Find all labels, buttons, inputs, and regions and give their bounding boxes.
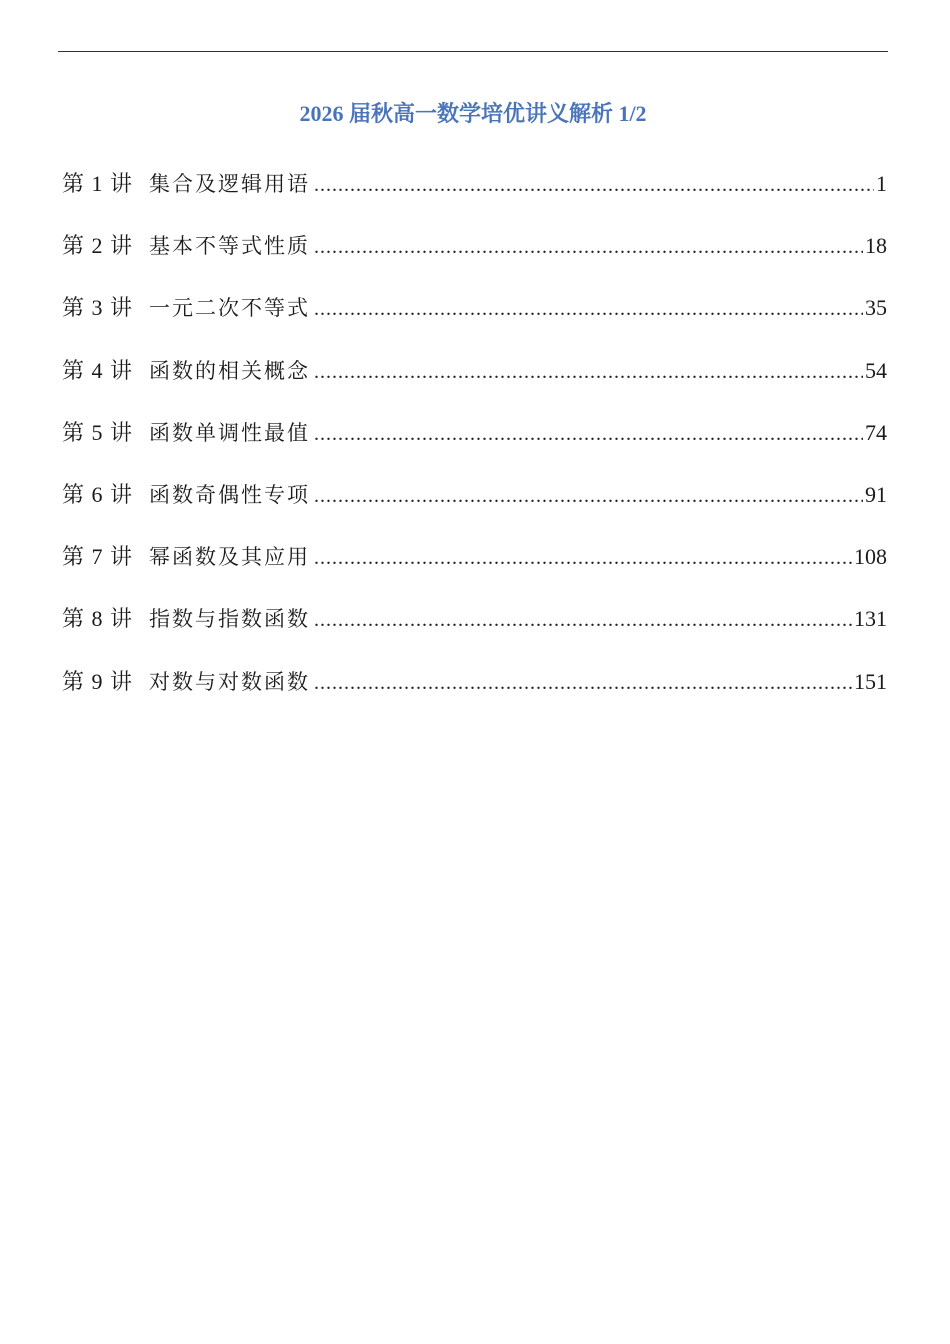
toc-entry-topic: 函数奇偶性专项 (149, 482, 311, 507)
toc-entry-topic: 一元二次不等式 (149, 296, 311, 321)
toc-entry-3[interactable] (62, 292, 887, 354)
toc-entry-page: 108 (854, 544, 887, 570)
toc-entry-number: 第 4 讲 (62, 357, 134, 383)
toc-entry-number: 第 7 讲 (62, 544, 134, 570)
toc-dot-leader (314, 356, 863, 388)
toc-entry-8[interactable] (62, 603, 887, 665)
toc-dot-leader (314, 418, 863, 450)
toc-entry-2[interactable] (62, 230, 887, 292)
toc-entry-number: 第 3 讲 (62, 295, 134, 321)
toc-dot-leader (314, 604, 852, 636)
table-of-contents (62, 168, 887, 728)
toc-dot-leader (314, 667, 852, 699)
toc-entry-topic: 对数与对数函数 (149, 669, 311, 694)
toc-dot-leader (314, 293, 863, 325)
toc-entry-9[interactable] (62, 666, 887, 728)
toc-entry-5[interactable] (62, 417, 887, 479)
toc-dot-leader (314, 542, 852, 574)
toc-entry-number: 第 2 讲 (62, 233, 134, 259)
toc-entry-topic: 幂函数及其应用 (149, 545, 311, 570)
toc-entry-topic: 函数的相关概念 (149, 358, 311, 383)
toc-entry-topic: 函数单调性最值 (149, 420, 311, 445)
toc-entry-7[interactable] (62, 541, 887, 603)
toc-entry-topic: 集合及逻辑用语 (149, 172, 311, 196)
toc-entry-number: 第 5 讲 (62, 419, 134, 445)
toc-entry-4[interactable] (62, 355, 887, 417)
toc-entry-number: 第 6 讲 (62, 481, 134, 507)
toc-entry-page: 18 (865, 233, 887, 259)
toc-entry-page: 151 (854, 668, 887, 694)
toc-entry-topic: 基本不等式性质 (149, 234, 311, 259)
toc-dot-leader (314, 231, 863, 263)
toc-entry-page: 131 (854, 606, 887, 632)
toc-entry-page: 91 (865, 481, 887, 507)
toc-entry-number: 第 1 讲 (62, 171, 134, 196)
toc-entry-number: 第 9 讲 (62, 668, 134, 694)
toc-dot-leader (314, 480, 863, 512)
toc-entry-topic: 指数与指数函数 (149, 607, 311, 632)
header-rule (58, 51, 888, 52)
toc-entry-page: 54 (865, 357, 887, 383)
document-title: 2026 届秋高一数学培优讲义解析 1/2 (299, 101, 647, 126)
toc-entry-page: 35 (865, 295, 887, 321)
toc-entry-page: 74 (865, 419, 887, 445)
toc-entry-page: 1 (876, 171, 887, 196)
toc-entry-6[interactable] (62, 479, 887, 541)
toc-dot-leader (314, 169, 874, 201)
toc-entry-1[interactable] (62, 168, 887, 230)
toc-entry-number: 第 8 讲 (62, 606, 134, 632)
